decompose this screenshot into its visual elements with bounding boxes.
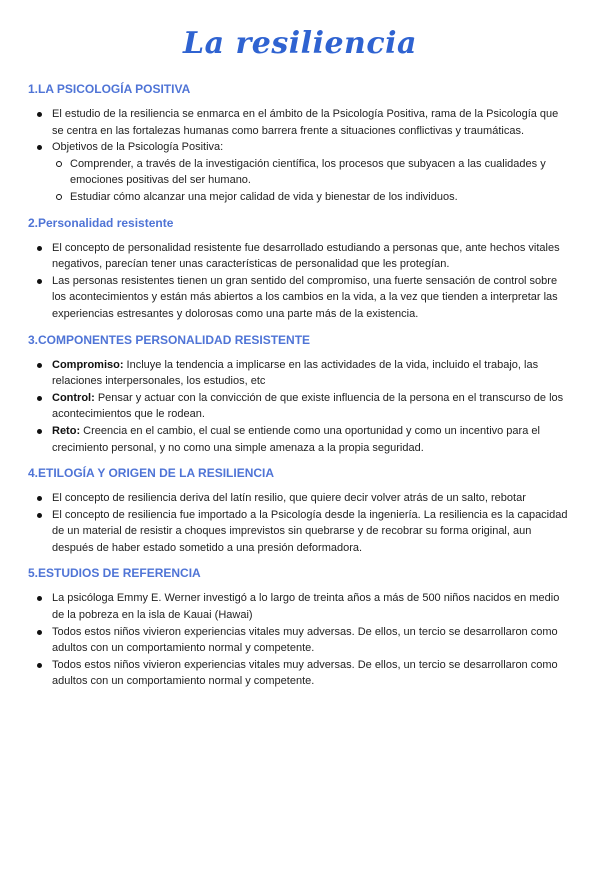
item-label: Compromiso: xyxy=(52,358,124,371)
page-title: La resiliencia xyxy=(183,26,417,61)
item-text: Pensar y actuar con la convicción de que existe influencia de la persona en el transcurso de los acontecimientos que le rodean. xyxy=(52,391,564,421)
section-personalidad-resistente xyxy=(28,216,572,323)
item-label: Reto: xyxy=(52,424,81,437)
bullet-list xyxy=(28,357,572,457)
list-item: La psicóloga Emmy E. Werner investigó a lo largo de treinta años a más de 500 niños nacidos en medio de la pobreza en la isla de Kauai (Hawai) xyxy=(28,590,572,623)
list-item: Todos estos niños vivieron experiencias vitales muy adversas. De ellos, un tercio se desarrollaron como adultos con un comportamiento normal y competente. xyxy=(28,624,572,657)
list-item: El concepto de personalidad resistente fue desarrollado estudiando a personas que, ante hechos vitales negativos, parecían tener unas características de personalidad que les protegían. xyxy=(28,240,572,273)
list-item: Todos estos niños vivieron experiencias vitales muy adversas. De ellos, un tercio se desarrollaron como adultos con un comportamiento normal y competente. xyxy=(28,657,572,690)
list-item xyxy=(28,423,572,456)
item-label: Control: xyxy=(52,391,95,404)
list-item: Objetivos de la Psicología Positiva: xyxy=(28,139,572,156)
section-psicologia-positiva xyxy=(28,82,572,206)
list-item xyxy=(28,357,572,390)
section-estudios xyxy=(28,566,572,690)
list-item: Las personas resistentes tienen un gran sentido del compromiso, una fuerte sensación de control sobre los acontecimientos y están más abiertos a los cambios en la vida, a la vez que tienden a interpretar las experiencias estresantes y dolorosas como una parte más de la existencia. xyxy=(28,273,572,323)
section-heading: 2.Personalidad resistente xyxy=(28,215,174,230)
bullet-list xyxy=(28,106,572,206)
list-item: El estudio de la resiliencia se enmarca en el ámbito de la Psicología Positiva, rama de la Psicología que se centra en las fortalezas humanas como barrera frente a situaciones conflictivas y traumáticas. xyxy=(28,106,572,139)
section-heading: 1.LA PSICOLOGÍA POSITIVA xyxy=(28,82,191,96)
sub-list-item: Comprender, a través de la investigación científica, los procesos que subyacen a las cualidades y emociones positivas del ser humano. xyxy=(28,156,572,189)
bullet-list xyxy=(28,590,572,690)
list-item: El concepto de resiliencia deriva del latín resilio, que quiere decir volver atrás de un salto, rebotar xyxy=(28,490,572,507)
section-heading: 3.COMPONENTES PERSONALIDAD RESISTENTE xyxy=(28,332,311,347)
bullet-list xyxy=(28,490,572,556)
document-page xyxy=(0,26,600,874)
sub-list-item: Estudiar cómo alcanzar una mejor calidad de vida y bienestar de los individuos. xyxy=(28,189,572,206)
list-item: El concepto de resiliencia fue importado a la Psicología desde la ingeniería. La resiliencia es la capacidad de un material de resistir a choques imprevistos sin quebrarse y de recobrar su forma original, aun después de haber estado sometido a una presión deformadora. xyxy=(28,507,572,557)
section-etiologia xyxy=(28,466,572,556)
section-componentes xyxy=(28,333,572,457)
bullet-list xyxy=(28,240,572,323)
item-text: Incluye la tendencia a implicarse en las actividades de la vida, incluido el trabajo, las relaciones interpersonales, los estudios, etc xyxy=(52,358,539,388)
item-text: Creencia en el cambio, el cual se entiende como una oportunidad y como un incentivo para el crecimiento personal, y no como una simple amenaza a la propia seguridad. xyxy=(52,424,540,454)
section-heading: 4.ETILOGÍA Y ORIGEN DE LA RESILIENCIA xyxy=(28,466,275,481)
section-heading: 5.ESTUDIOS DE REFERENCIA xyxy=(28,566,201,581)
list-item xyxy=(28,390,572,423)
